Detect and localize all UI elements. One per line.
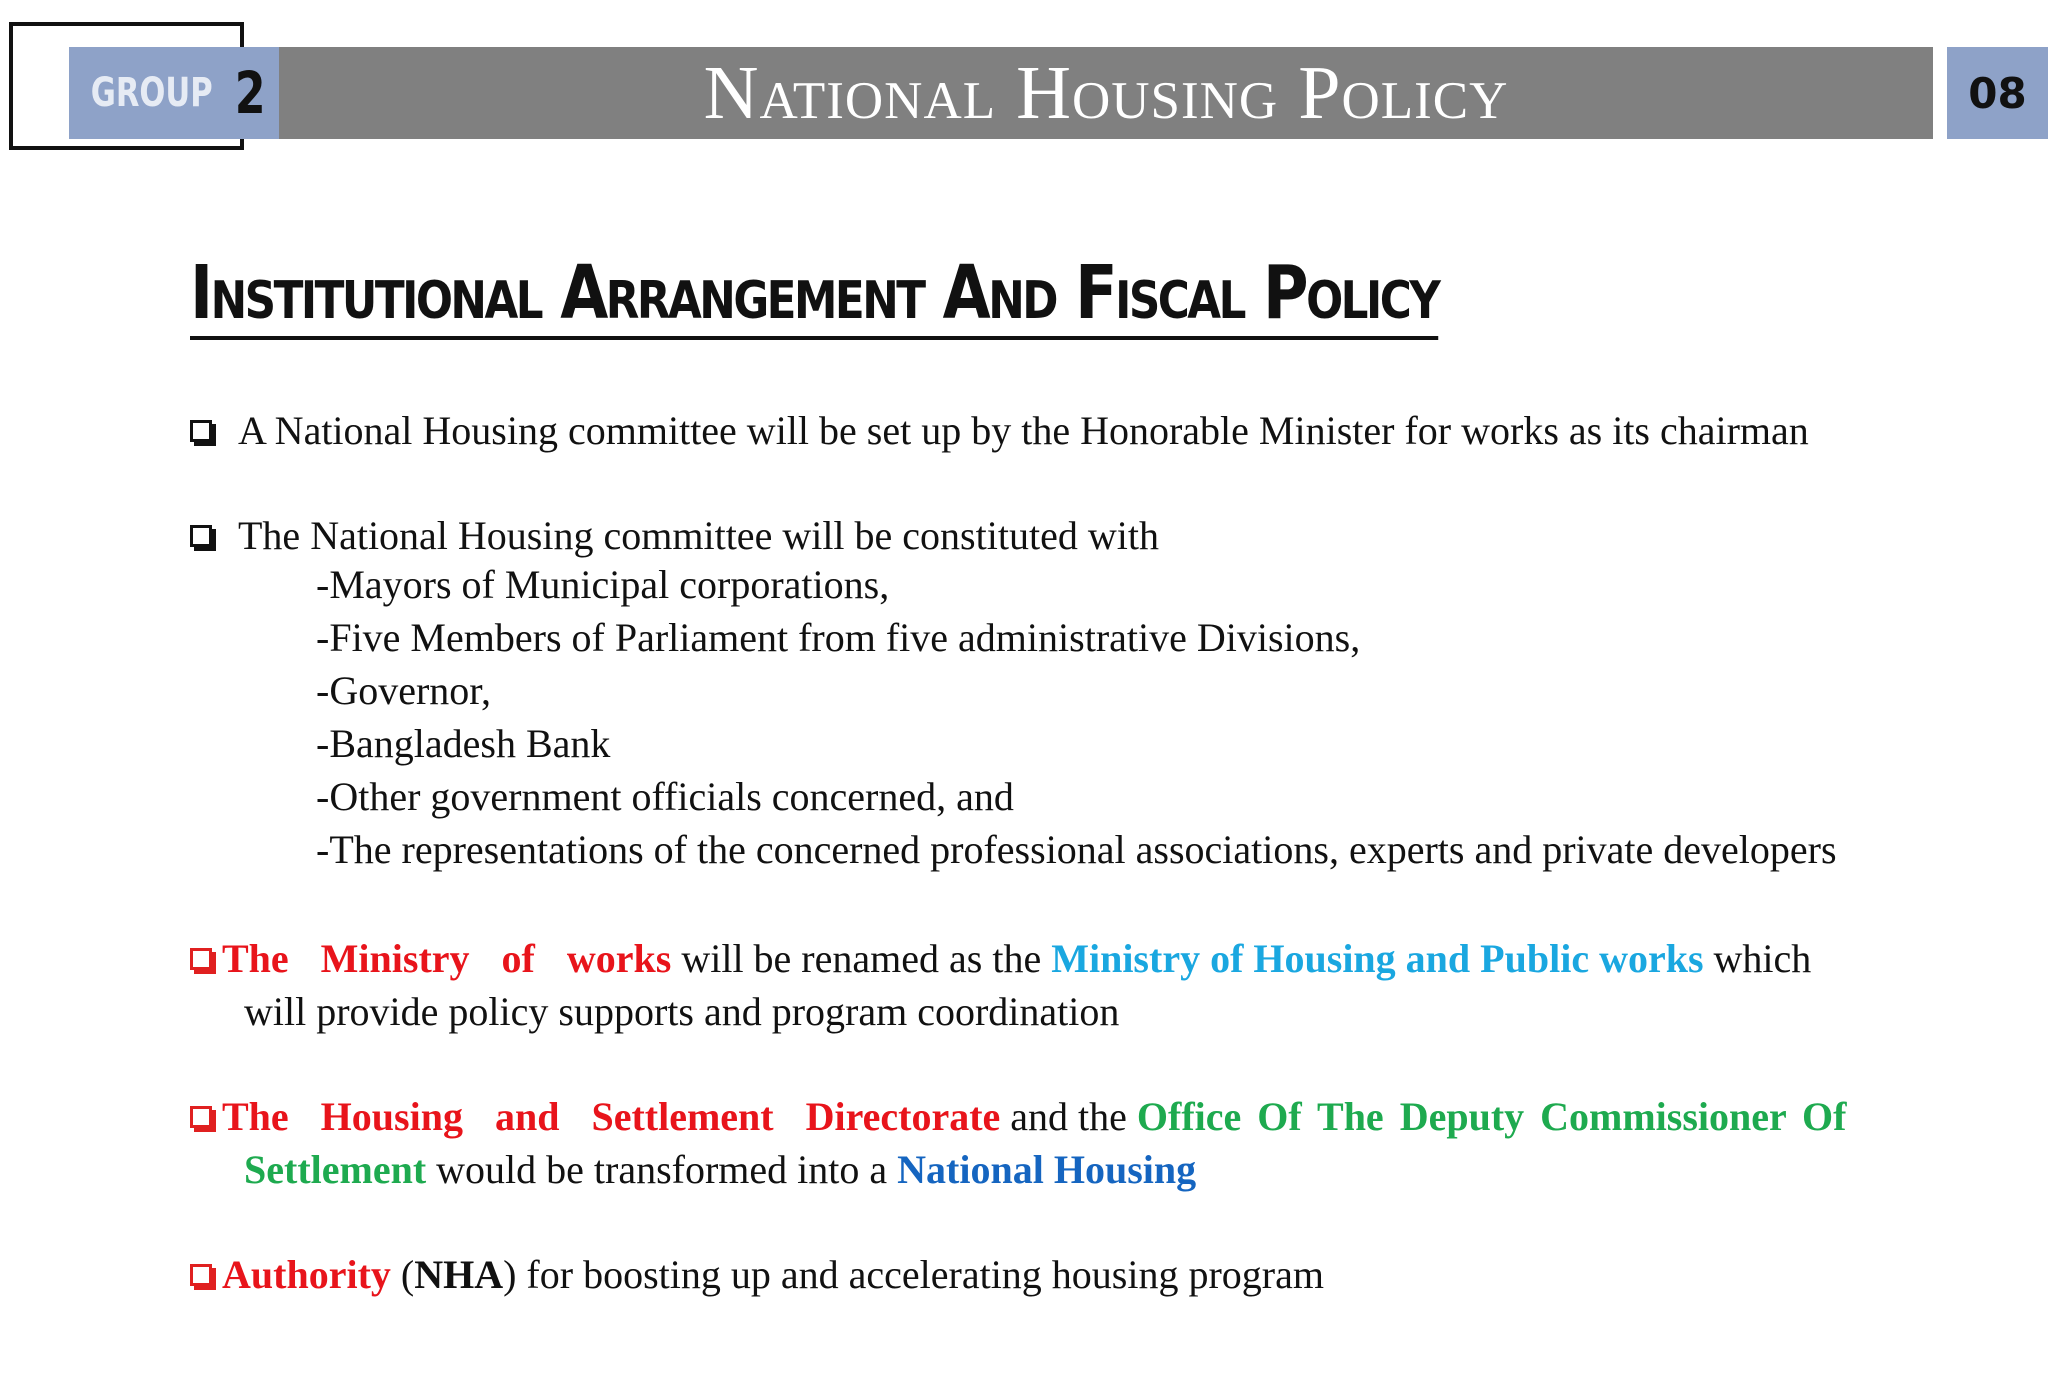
highlight-nha: NHA <box>414 1252 504 1297</box>
section-heading: Institutional Arrangement And Fiscal Policy <box>190 252 1438 340</box>
bullet-continuation <box>244 1143 1196 1196</box>
checkbox-bullet-icon <box>190 1106 212 1128</box>
highlight-authority: Authority <box>222 1252 391 1297</box>
list-item: -Five Members of Parliament from five administrative Divisions, <box>316 615 1361 660</box>
bullet-text: ( <box>390 1252 415 1297</box>
group-badge <box>69 47 279 139</box>
slide-title: National Housing Policy <box>703 50 1509 135</box>
bullet-item <box>190 1248 1324 1301</box>
list-item: -Mayors of Municipal corporations, <box>316 562 890 607</box>
bullet-item <box>190 932 1811 985</box>
bullet-text: ) for boosting up and accelerating housing program <box>503 1252 1324 1297</box>
list-item: -Governor, <box>316 668 491 713</box>
highlight-ministry-of-works: The Ministry of works <box>222 936 672 981</box>
list-item: -The representations of the concerned professional associations, experts and private developers <box>316 827 1837 872</box>
checkbox-bullet-icon <box>190 420 212 442</box>
bullet-item <box>190 509 1159 562</box>
bullet-text: The National Housing committee will be constituted with <box>238 513 1159 558</box>
highlight-national-housing: National Housing <box>897 1147 1197 1192</box>
checkbox-bullet-icon <box>190 1264 212 1286</box>
checkbox-bullet-icon <box>190 948 212 970</box>
member-list <box>316 558 1837 876</box>
bullet-text: will be renamed as the <box>671 936 1052 981</box>
bullet-item <box>190 1090 1847 1143</box>
highlight-new-ministry: Ministry of Housing and Public works <box>1051 936 1704 981</box>
list-item: -Bangladesh Bank <box>316 721 611 766</box>
highlight-deputy-commissioner: Office Of The Deputy Commissioner Of <box>1136 1094 1847 1139</box>
bullet-text: and the <box>1000 1094 1137 1139</box>
title-bar <box>279 47 1933 139</box>
group-label: GROUP <box>90 70 213 116</box>
page-number: 08 <box>1947 47 2048 139</box>
checkbox-bullet-icon <box>190 525 212 547</box>
bullet-text: A National Housing committee will be set up by the Honorable Minister for works as its chairman <box>238 408 1809 453</box>
list-item: -Other government officials concerned, and <box>316 774 1014 819</box>
group-number: 2 <box>234 59 266 127</box>
bullet-item <box>190 404 1809 457</box>
highlight-directorate: The Housing and Settlement Directorate <box>222 1094 1001 1139</box>
bullet-text: would be transformed into a <box>426 1147 898 1192</box>
bullet-continuation: will provide policy supports and program coordination <box>244 989 1120 1034</box>
bullet-text: which <box>1703 936 1812 981</box>
highlight-settlement: Settlement <box>244 1147 427 1192</box>
